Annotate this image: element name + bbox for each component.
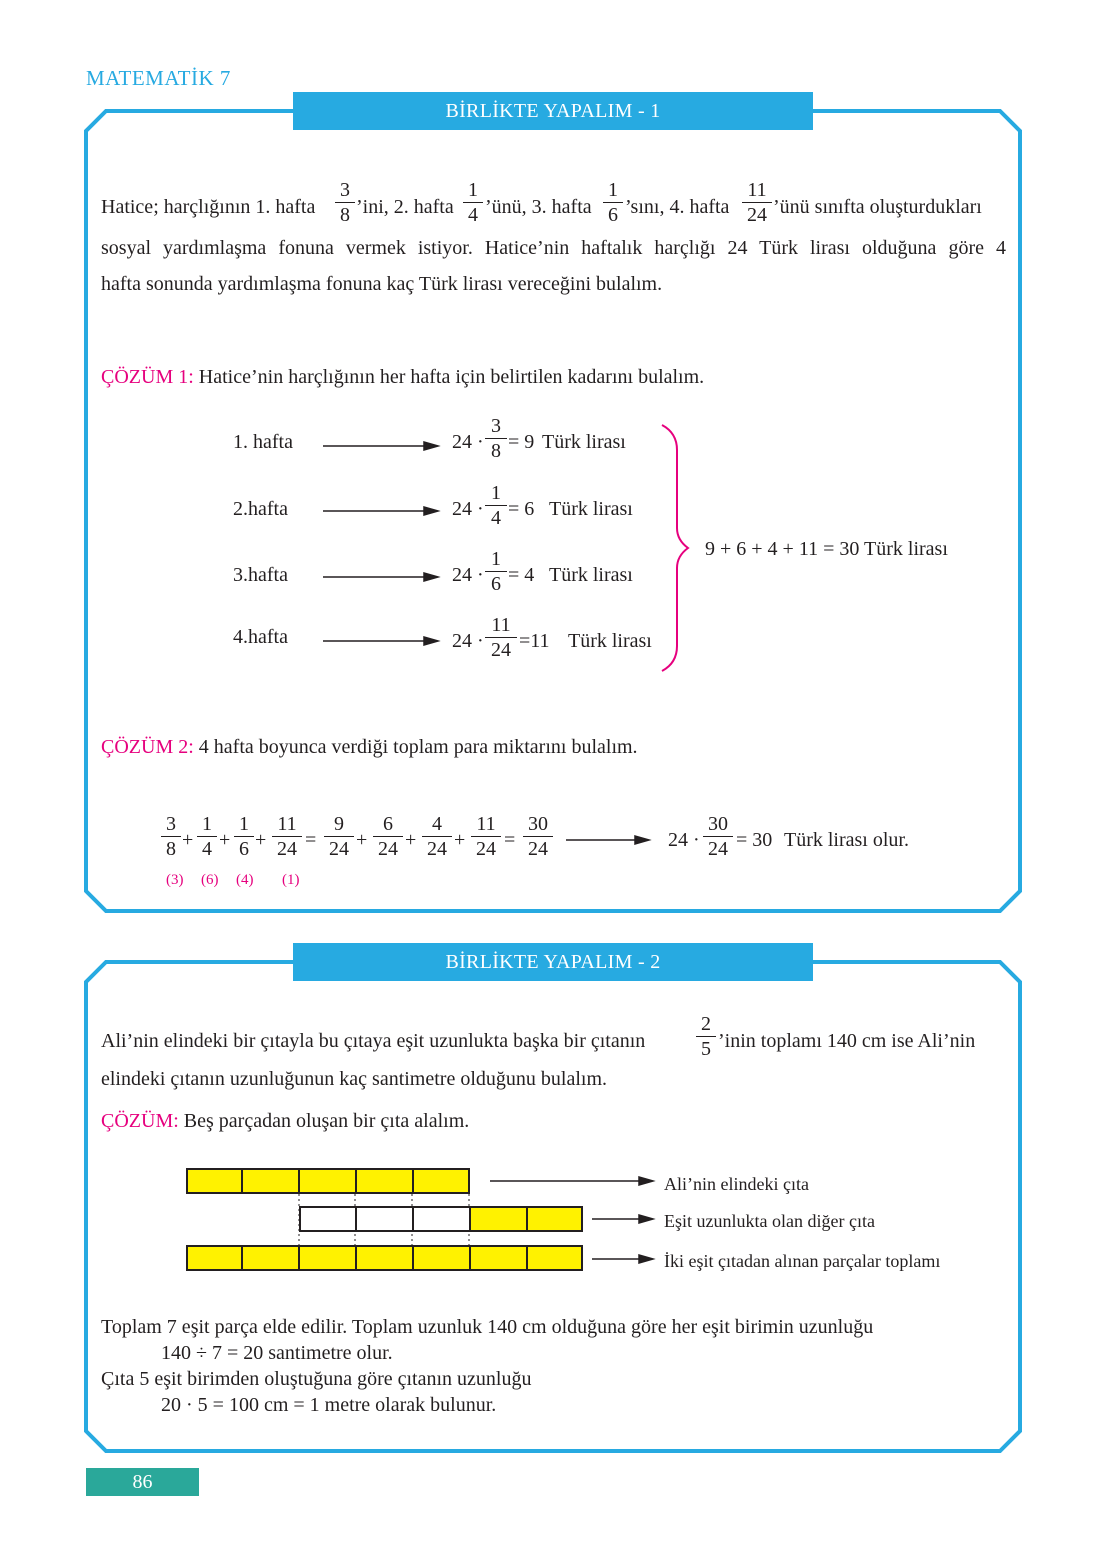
week-4-lhs: 24 · <box>452 630 484 652</box>
sum-fraction-1: 3 8 <box>161 814 181 859</box>
result-unit: Türk lirası olur. <box>784 829 909 851</box>
problem1-text-1: Hatice; harçlığının 1. hafta <box>101 196 316 218</box>
sum-operator-3: + <box>255 829 267 851</box>
week-3-fraction: 1 6 <box>485 549 507 594</box>
result-value: = 30 <box>736 829 773 851</box>
bar-cell <box>412 1168 470 1194</box>
solution2-heading <box>101 737 638 757</box>
section2-banner: BİRLİKTE YAPALIM - 2 <box>293 943 813 981</box>
problem1-text-3: ’ünü, 3. hafta <box>485 196 592 218</box>
solution2-label: ÇÖZÜM 2: <box>101 736 194 758</box>
solution3-heading <box>101 1111 469 1131</box>
book-title: MATEMATİK 7 <box>86 66 231 90</box>
sum-fraction-4: 11 24 <box>272 814 302 859</box>
solution1-text: Hatice’nin harçlığının her hafta için belirtilen kadarını bulalım. <box>198 366 705 388</box>
problem2-text-1: Ali’nin elindeki bir çıtayla bu çıtaya eşit uzunlukta başka bir çıtanın <box>101 1030 646 1052</box>
bar-cell <box>412 1245 471 1271</box>
conclusion-line-4: 20 · 5 = 100 cm = 1 metre olarak bulunur. <box>161 1394 497 1416</box>
week-2-lhs: 24 · <box>452 498 484 520</box>
bar-cell-empty <box>355 1206 414 1232</box>
week-4-fraction: 11 24 <box>485 615 517 660</box>
bar-cell <box>241 1168 300 1194</box>
problem2-text-2: ’inin toplamı 140 cm ise Ali’nin <box>718 1030 976 1052</box>
bar-cell <box>355 1168 414 1194</box>
result-lhs: 24 · <box>668 829 700 851</box>
multiplier-1: (3) <box>166 872 184 888</box>
week-2-label: 2.hafta <box>233 498 288 520</box>
weekly-total: 9 + 6 + 4 + 11 = 30 Türk lirası <box>705 538 948 560</box>
fraction-11-24: 11 24 <box>742 180 772 225</box>
week-3-result: = 4 <box>508 564 535 586</box>
bar-cell <box>526 1245 583 1271</box>
multiplier-3: (4) <box>236 872 254 888</box>
bar-row-3-label: İki eşit çıtadan alınan parçalar toplamı <box>664 1251 941 1271</box>
week-4-label: 4.hafta <box>233 626 288 648</box>
bar-cell-empty <box>412 1206 471 1232</box>
bar-cell <box>241 1245 300 1271</box>
week-4-result: =11 <box>519 630 550 652</box>
bar-cell <box>355 1245 414 1271</box>
fraction-1-6: 1 6 <box>603 180 623 225</box>
fraction-2-5: 2 5 <box>696 1014 716 1059</box>
week-2-fraction: 1 4 <box>485 483 507 528</box>
bar-cell <box>469 1206 528 1232</box>
conclusion-line-2: 140 ÷ 7 = 20 santimetre olur. <box>161 1342 393 1364</box>
page-number: 86 <box>86 1468 199 1496</box>
sum-fraction-5: 9 24 <box>324 814 354 859</box>
problem2-line-2: elindeki çıtanın uzunluğunun kaç santimetre olduğunu bulalım. <box>101 1068 607 1090</box>
sum-fraction-8: 11 24 <box>471 814 501 859</box>
multiplier-4: (1) <box>282 872 300 888</box>
sum-operator-8: = <box>504 829 516 851</box>
sum-fraction-3: 1 6 <box>234 814 254 859</box>
problem1-line-3: hafta sonunda yardımlaşma fonuna kaç Türk lirası vereceğini bulalım. <box>101 273 663 295</box>
week-1-unit: Türk lirası <box>542 431 626 453</box>
solution1-label: ÇÖZÜM 1: <box>101 366 194 388</box>
result-arrow <box>566 836 649 844</box>
sum-operator-4: = <box>305 829 317 851</box>
week-2-result: = 6 <box>508 498 535 520</box>
fraction-1-4: 1 4 <box>463 180 483 225</box>
bar-cell <box>469 1245 528 1271</box>
total-brace <box>662 425 688 671</box>
week-1-lhs: 24 · <box>452 431 484 453</box>
fraction-3-8: 3 8 <box>335 180 355 225</box>
conclusion-line-3: Çıta 5 eşit birimden oluştuğuna göre çıtanın uzunluğu <box>101 1368 532 1390</box>
bar-cell-empty <box>299 1206 357 1232</box>
sum-fraction-6: 6 24 <box>373 814 403 859</box>
bar-cell <box>526 1206 583 1232</box>
week-1-label: 1. hafta <box>233 431 293 453</box>
week-3-unit: Türk lirası <box>549 564 633 586</box>
week-3-lhs: 24 · <box>452 564 484 586</box>
bar-row-2-label: Eşit uzunlukta olan diğer çıta <box>664 1211 875 1231</box>
section1-banner: BİRLİKTE YAPALIM - 1 <box>293 92 813 130</box>
week-arrows <box>323 442 438 645</box>
week-1-result: = 9 <box>508 431 535 453</box>
solution1-heading <box>101 367 704 387</box>
sum-fraction-9: 30 24 <box>523 814 553 859</box>
problem1-text-2: ’ini, 2. hafta <box>356 196 454 218</box>
sum-operator-5: + <box>356 829 368 851</box>
week-4-unit: Türk lirası <box>568 630 652 652</box>
conclusion-line-1: Toplam 7 eşit parça elde edilir. Toplam uzunluk 140 cm olduğuna göre her eşit birimin uzunluğu <box>101 1316 874 1338</box>
problem1-text-5: ’ünü sınıfta oluşturdukları <box>773 196 982 218</box>
bar-cell <box>298 1245 357 1271</box>
solution3-text: Beş parçadan oluşan bir çıta alalım. <box>183 1110 470 1132</box>
sum-operator-7: + <box>454 829 466 851</box>
week-1-fraction: 3 8 <box>485 416 507 461</box>
solution3-label: ÇÖZÜM: <box>101 1110 179 1132</box>
result-fraction: 30 24 <box>703 814 733 859</box>
sum-operator-6: + <box>405 829 417 851</box>
bar-cell <box>186 1168 243 1194</box>
sum-fraction-7: 4 24 <box>422 814 452 859</box>
solution2-text: 4 hafta boyunca verdiği toplam para miktarını bulalım. <box>198 736 638 758</box>
bar-cell <box>186 1245 243 1271</box>
week-3-label: 3.hafta <box>233 564 288 586</box>
week-2-unit: Türk lirası <box>549 498 633 520</box>
bar-row-1-label: Ali’nin elindeki çıta <box>664 1174 809 1194</box>
problem1-text-4: ’sını, 4. hafta <box>625 196 730 218</box>
sum-operator-2: + <box>219 829 231 851</box>
sum-operator-1: + <box>182 829 194 851</box>
bar-cell <box>298 1168 357 1194</box>
multiplier-2: (6) <box>201 872 219 888</box>
problem1-line-2: sosyal yardımlaşma fonuna vermek istiyor. Hatice’nin haftalık harçlığı 24 Türk lirası olduğuna göre 4 <box>101 237 1006 259</box>
sum-fraction-2: 1 4 <box>197 814 217 859</box>
